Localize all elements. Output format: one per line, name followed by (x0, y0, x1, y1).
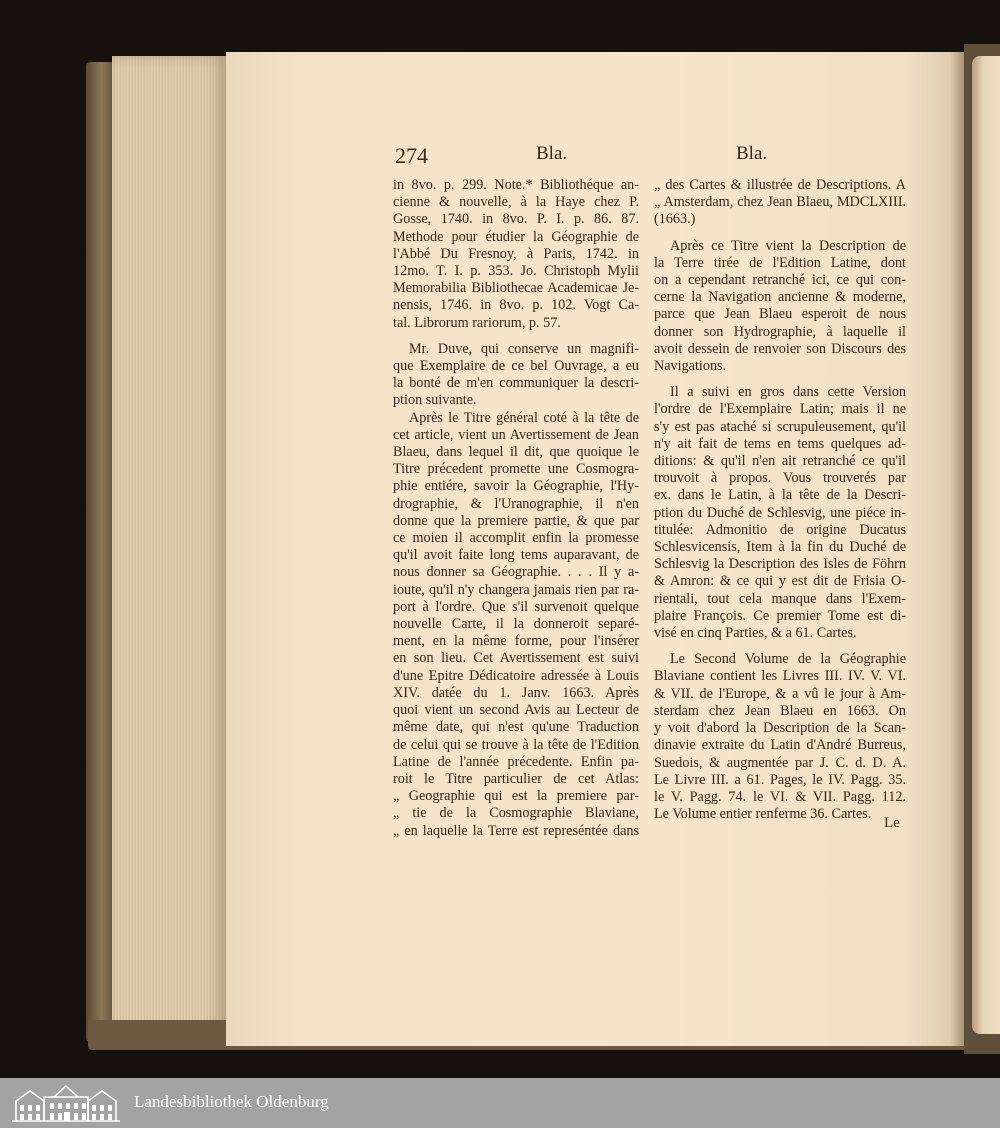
catchword: Le (884, 815, 900, 831)
page-number: 274 (395, 143, 428, 168)
text-line: „ Geographie qui est la premiere par- (393, 788, 639, 805)
text-line: ex. dans le Latin, à la tête de la Descri- (654, 487, 906, 504)
text-line: l'ordre de l'Exemplaire Latin; mais il ne (654, 401, 906, 418)
text-line: n'y ait fait de tems en tems quelques ad- (654, 435, 906, 452)
text-line: Blaviane contient les Livres III. IV. V. VI. (654, 668, 906, 685)
left-text-column (393, 177, 639, 840)
text-line: ption du Duché de Schlesvig, une piéce in- (654, 504, 906, 521)
text-line: drographie, & l'Uranographie, il n'en (393, 495, 639, 512)
text-line: Blaeu, dans lequel il dit, que quoique le (393, 444, 639, 461)
text-line: Schlesvicensis, Item à la fin du Duché de (654, 539, 906, 556)
text-line: XIV. datée du 1. Janv. 1663. Après (393, 684, 639, 701)
text-line: d'une Epitre Dédicatoire adressée à Louis (393, 667, 639, 684)
text-line: cerne la Navigation ancienne & moderne, (654, 289, 906, 306)
text-line: s'y est pas ataché si scrupuleusement, qu'il (654, 418, 906, 435)
text-line: nouvelle Carte, il la donneroit separé- (393, 616, 639, 633)
text-line: „ en laquelle la Terre est represéntée dans (393, 822, 639, 839)
paragraph-gap (654, 375, 906, 384)
text-line: Il a suivi en gros dans cette Version (670, 384, 906, 401)
text-line: „ tie de la Cosmographie Blaviane, (393, 805, 639, 822)
facing-page-edge (972, 56, 1000, 1034)
text-line: Latine de l'année précedente. Enfin pa- (393, 753, 639, 770)
text-line: nous donner sa Géographie. . . . Il y a- (393, 564, 639, 581)
text-line: on a cependant retranché ici, ce qui con- (654, 272, 906, 289)
text-line: Navigations. (654, 358, 727, 375)
text-line: ce moien il accomplit enfin la promesse (393, 530, 639, 547)
text-line: la bonté de m'en communiquer la descri- (393, 375, 639, 392)
text-line: „ des Cartes & illustrée de Descriptions. A (654, 177, 906, 193)
text-line: y voit d'abord la Description de la Scan- (654, 720, 906, 737)
page-gutter-shadow (950, 52, 964, 1046)
library-building-logo-icon (10, 1083, 122, 1123)
text-line: Le Second Volume de la Géographie (670, 651, 906, 668)
text-line: Schlesvig la Description des Isles de Föhrn (654, 556, 906, 573)
text-line: avoit dessein de renvoier son Discours des (654, 340, 906, 357)
text-line: Après ce Titre vient la Description de (670, 237, 906, 254)
book-cover-left (86, 62, 112, 1042)
text-line: 12mo. T. I. p. 353. Jo. Christoph Mylii (393, 263, 639, 280)
text-line: Après le Titre général coté à la tête de (409, 409, 639, 426)
text-line: & VII. de l'Europe, & a vû le jour à Am- (654, 685, 906, 702)
text-line: la Terre tirée de l'Edition Latine, dont (654, 254, 906, 271)
text-line: en son lieu. Cet Avertissement est suivi (393, 650, 639, 667)
text-line: donner son Hydrographie, à laquelle il (654, 323, 906, 340)
text-line: titulée: Admonitio de origine Ducatus (654, 521, 906, 538)
text-line: l'Abbé Du Fresnoy, à Paris, 1742. in (393, 245, 639, 262)
text-line: ption suivante. (393, 392, 477, 409)
paragraph-gap (654, 229, 906, 238)
paragraph-gap (654, 642, 906, 651)
text-line: phie entiére, savoir la Géographie, l'Hy- (393, 478, 639, 495)
text-line: donne que la premiere partie, & que par (393, 512, 639, 529)
text-line: Le Livre III. a 61. Pages, le IV. Pagg. 35. (654, 771, 906, 788)
text-line: Mr. Duve, qui conserve un magnifi- (409, 340, 639, 357)
running-header-right: Bla. (736, 143, 768, 164)
text-line: & Amron: & ce qui y est dit de Frisia O- (654, 573, 906, 590)
text-line: qu'il avoit faite long tems auparavant, de (393, 547, 639, 564)
text-line: Suedois, & augmentée par J. C. d. D. A. (654, 754, 906, 771)
text-line: même date, qui n'est qu'une Traduction (393, 719, 639, 736)
text-line: plaire François. Ce premier Tome est di- (654, 607, 906, 624)
text-line: le V. Pagg. 74. le VI. & VII. Pagg. 112. (654, 788, 906, 805)
text-line: Methode pour étudier la Géographie de (393, 228, 639, 245)
text-line: quoi vient un second Avis au Lecteur de (393, 702, 639, 719)
page-edges (112, 56, 226, 1046)
running-header-left: Bla. (536, 143, 568, 164)
text-line: in 8vo. p. 299. Note.* Bibliothéque an- (393, 177, 639, 193)
text-line: ditions: & qu'il n'en ait retranché ce qu'il (654, 453, 906, 470)
text-line: Le Volume entier renferme 36. Cartes. (654, 806, 872, 823)
text-line: Gosse, 1740. in 8vo. P. I. p. 86. 87. (393, 211, 639, 228)
text-line: Titre précedent promette une Cosmogra- (393, 461, 639, 478)
text-line: roit le Titre particulier de cet Atlas: (393, 770, 639, 787)
text-line: nensis, 1746. in 8vo. p. 102. Vogt Ca- (393, 297, 639, 314)
library-name: Landesbibliothek Oldenburg (134, 1092, 329, 1111)
right-text-column (654, 177, 906, 823)
text-line: Memorabilia Bibliothecae Academicae Je- (393, 280, 639, 297)
text-line: parce que Jean Blaeu esperoit de nous (654, 306, 906, 323)
text-line: visé en cinq Parties, & a 61. Cartes. (654, 625, 857, 642)
text-line: sterdam chez Jean Blaeu en 1663. On (654, 702, 906, 719)
text-line: „ Amsterdam, chez Jean Blaeu, MDCLXIII. (654, 194, 906, 211)
text-line: port à l'ordre. Que s'il survenoit quelque (393, 598, 639, 615)
text-line: dinavie extraite du Latin d'André Burreus, (654, 737, 906, 754)
text-line: cienne & nouvelle, à la Haye chez P. (393, 194, 639, 211)
text-line: ment, en la même forme, pour l'insérer (393, 633, 639, 650)
text-line: trouvoit à propos. Vous trouverés par (654, 470, 906, 487)
text-line: ioute, qu'il n'y changera jamais rien par ra- (393, 581, 639, 598)
footer-bar (0, 1078, 1000, 1128)
text-line: cet article, vient un Avertissement de Jean (393, 426, 639, 443)
text-line: que Exemplaire de ce bel Ouvrage, a eu (393, 358, 639, 375)
text-line: de celui qui se trouve à la tête de l'Edition (393, 736, 639, 753)
paragraph-gap (393, 332, 639, 341)
text-line: tal. Librorum rariorum, p. 57. (393, 314, 561, 331)
text-line: (1663.) (654, 211, 696, 228)
text-line: rientali, tout cela manque dans l'Exem- (654, 590, 906, 607)
